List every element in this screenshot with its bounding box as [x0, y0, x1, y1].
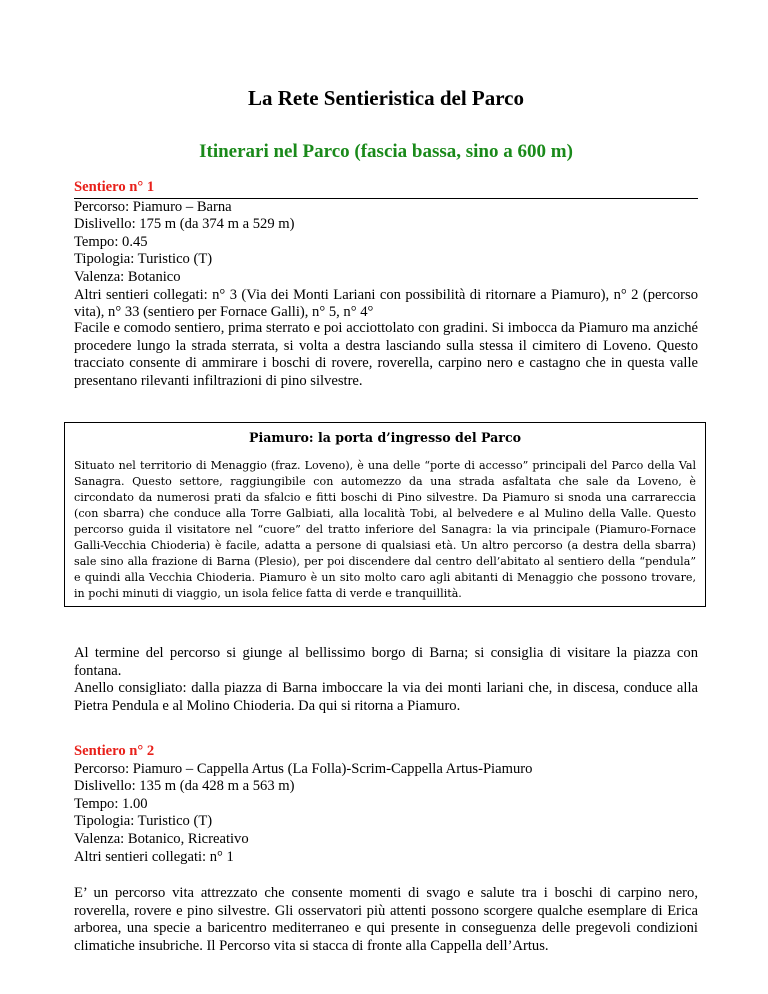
- after-box-section: [74, 645, 698, 715]
- info-box: [64, 422, 706, 607]
- trail-1-route: Percorso: Piamuro – Barna: [74, 198, 232, 215]
- trail-2-elevation: Dislivello: 135 m (da 428 m a 563 m): [74, 778, 295, 795]
- loop-recommendation: Anello consigliato: dalla piazza di Barna imboccare la via dei monti lariani che, in discesa, conduce alla Pietra Pendula e al Molino Chioderia. Da qui si ritorna a Piamuro.: [74, 680, 698, 714]
- trail-1-heading: Sentiero n° 1: [74, 179, 698, 199]
- section-subtitle: Itinerari nel Parco (fascia bassa, sino a 600 m): [199, 141, 573, 162]
- info-box-title: Piamuro: la porta d’ingresso del Parco: [248, 430, 522, 445]
- trail-2-description: E’ un percorso vita attrezzato che consente momenti di svago e salute tra i boschi di carpino nero, roverella, rovere e pino silvestre. Gli osservatori più attenti possono scorgere qualche esemplare di Erica arborea, una specie a baricentro mediterraneo e qui presente in conseguenza delle pregevoli condizioni climatiche insubriche. Il Percorso vita si stacca di fronte alla Cappella dell’Artus.: [74, 885, 698, 954]
- trail-1-time: Tempo: 0.45: [74, 233, 148, 250]
- trail-1-description: Facile e comodo sentiero, prima sterrato e poi acciottolato con gradini. Si imbocca da Piamuro ma anziché procedere lungo la strada sterrata, si volta a destra lasciando sulla stessa il cimitero di Loveno. Questo tracciato consente di ammirare i boschi di rovere, roverella, carpino nero e castagno che in questa valle presentano rilevanti infiltrazioni di pino silvestre.: [74, 320, 698, 389]
- info-box-text: Situato nel territorio di Menaggio (fraz. Loveno), è una delle “porte di accesso” principali del Parco della Val Sanagra. Questo settore, raggiungibile con automezzo da una strada asfaltata che sale da Loveno, è circondato da numerosi prati da sfalcio e fitti boschi di Pino silvestre. Da Piamuro si snoda una carrareccia (con sbarra) che conduce alla Torre Galbiati, alla località Tobi, al belvedere e al Mulino della Valle. Questo percorso guida il visitatore nel “cuore” del tratto inferiore del Sanagra: la via principale (Piamuro-Fornace Galli-Vecchia Chioderia) è facile, adatta a persone di qualsiasi età. Un altro percorso (a destra della sbarra) sale sino alla frazione di Barna (Plesio), per poi discendere dal centro dell’abitato al sentiero della “pendula” e quindi alla Vecchia Chioderia. Piamuro è un sito molto caro agli abitanti di Menaggio che possono trovare, in pochi minuti di viaggio, un isola felice fatta di verde e tranquillità.: [74, 459, 696, 600]
- trail-2-heading: Sentiero n° 2: [74, 743, 155, 759]
- trail-2-connected: Altri sentieri collegati: n° 1: [74, 848, 234, 865]
- trail-2-time: Tempo: 1.00: [74, 795, 148, 812]
- trail-2-route: Percorso: Piamuro – Cappella Artus (La Folla)-Scrim-Cappella Artus-Piamuro: [74, 760, 533, 777]
- trail-1-connected: Altri sentieri collegati: n° 3 (Via dei Monti Lariani con possibilità di ritornare a Piamuro), n° 2 (percorso vita), n° 33 (sentiero per Fornace Galli), n° 5, n° 4°: [74, 286, 698, 321]
- conclusion-paragraph: Al termine del percorso si giunge al bellissimo borgo di Barna; si consiglia di visitare la piazza con fontana.: [74, 645, 698, 679]
- trail-2-section: [74, 743, 698, 866]
- trail-1-value: Valenza: Botanico: [74, 268, 181, 285]
- trail-1-section: [74, 179, 698, 322]
- page-title: La Rete Sentieristica del Parco: [247, 86, 525, 110]
- trail-2-type: Tipologia: Turistico (T): [74, 813, 213, 830]
- trail-1-type: Tipologia: Turistico (T): [74, 251, 213, 268]
- trail-2-value: Valenza: Botanico, Ricreativo: [74, 830, 249, 847]
- trail-1-elevation: Dislivello: 175 m (da 374 m a 529 m): [74, 216, 295, 233]
